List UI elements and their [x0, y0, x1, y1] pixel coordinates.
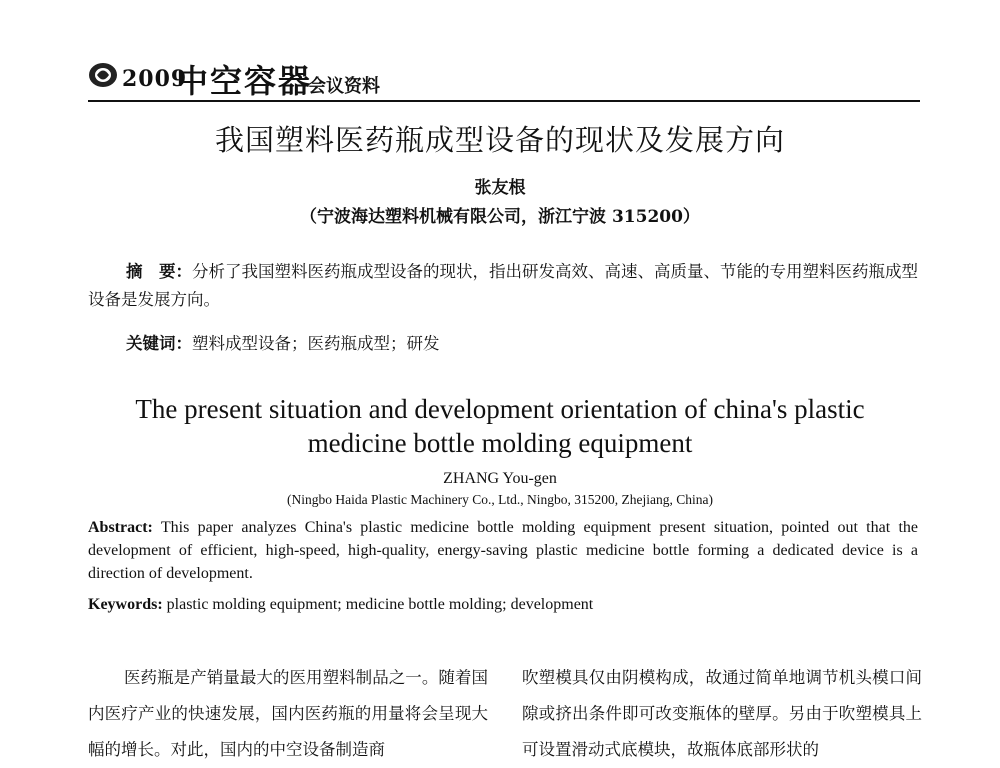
- english-keywords-text: plastic molding equipment; medicine bottle molding; development: [162, 596, 594, 613]
- header-suffix: 会议资料: [308, 76, 380, 97]
- english-abstract-label: Abstract:: [88, 519, 153, 536]
- english-author: ZHANG You-gen: [443, 470, 557, 487]
- chinese-keywords-text: 塑料成型设备；医药瓶成型；研发: [192, 334, 440, 353]
- chinese-abstract-text: 分析了我国塑料医药瓶成型设备的现状，指出研发高效、高速、高质量、节能的专用塑料医药瓶成型设备是发展方向。: [88, 262, 918, 309]
- page-header: [88, 52, 920, 102]
- chinese-keywords-label: 关键词：: [126, 334, 192, 353]
- journal-name: 中空容器: [176, 62, 313, 100]
- header-year: 2009: [122, 66, 188, 92]
- english-abstract-text: This paper analyzes China's plastic medicine bottle molding equipment present situation, pointed out that the development of efficient, high-speed, high-quality, energy-saving plastic medicine bottle forming a dedicated device is a direction of development.: [88, 519, 918, 582]
- english-title-line-1: The present situation and development orientation of china's plastic: [135, 394, 865, 424]
- chinese-abstract: [88, 258, 918, 314]
- chinese-keywords: [126, 330, 926, 354]
- body-right-column: 吹塑模具仅由阴模构成，故通过简单地调节机头模口间隙或挤出条件即可改变瓶体的壁厚。另由于吹塑模具上可设置滑动式底模块，故瓶体底部形状的: [522, 668, 922, 759]
- english-title: [0, 392, 1000, 460]
- chinese-title: 我国塑料医药瓶成型设备的现状及发展方向: [214, 123, 785, 157]
- chinese-abstract-label: 摘 要：: [126, 262, 192, 281]
- english-affiliation: (Ningbo Haida Plastic Machinery Co., Ltd., Ningbo, 315200, Zhejiang, China): [287, 492, 713, 507]
- english-abstract: [88, 516, 918, 585]
- chinese-affiliation: （宁波海达塑料机械有限公司，浙江宁波 315200）: [300, 207, 700, 227]
- chinese-author: 张友根: [474, 178, 526, 198]
- english-title-line-2: medicine bottle molding equipment: [307, 428, 693, 458]
- english-keywords: [88, 596, 918, 614]
- conference-logo-icon: [88, 62, 118, 88]
- body-left-column: 医药瓶是产销量最大的医用塑料制品之一。随着国内医疗产业的快速发展，国内医药瓶的用量将会呈现大幅的增长。对此，国内的中空设备制造商: [88, 668, 488, 759]
- english-keywords-label: Keywords:: [88, 596, 163, 613]
